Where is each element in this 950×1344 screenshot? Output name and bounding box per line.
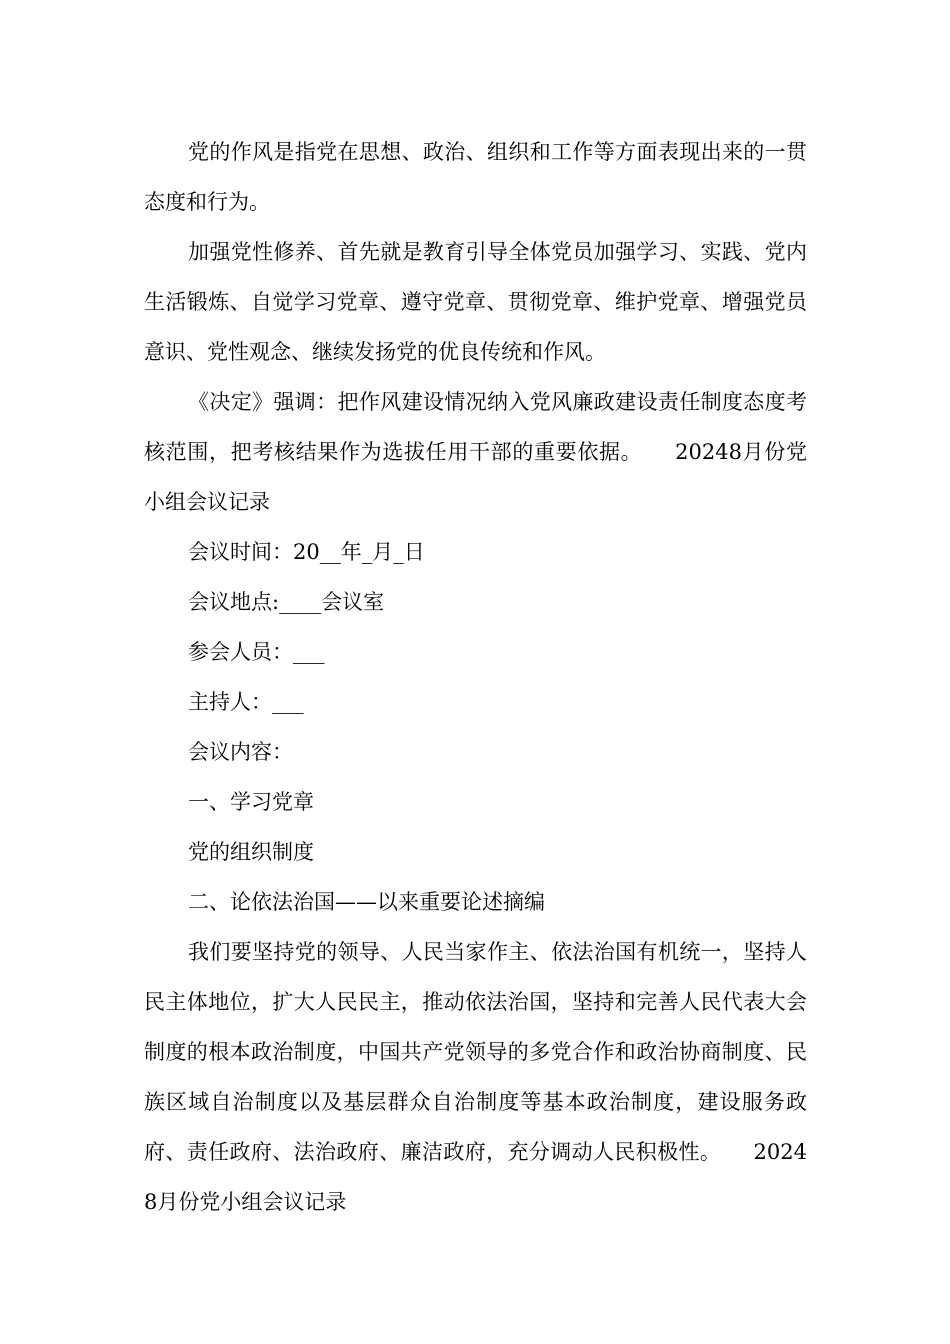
paragraph-rule-of-law: 我们要坚持党的领导、人民当家作主、依法治国有机统一，坚持人民主体地位，扩大人民民主，推动依法治国，坚持和完善人民代表大会制度的根本政治制度，中国共产党领导的多党合作和政治协商制度、民族区域自治制度以及基层群众自治制度等基本政治制度，建设服务政府、责任政府、法治政府、廉洁政府，充分调动人民积极性。 20248月份党小组会议记录: [144, 940, 807, 1214]
meeting-attendees: 参会人员：___: [188, 640, 325, 664]
meeting-location: 会议地点:____会议室: [188, 590, 385, 614]
section-two-heading: 二、论依法治国——以来重要论述摘编: [188, 890, 545, 914]
meeting-host: 主持人：___: [188, 690, 304, 714]
meeting-time: 会议时间：20__年_月_日: [188, 540, 425, 564]
section-one-heading: 一、学习党章: [188, 790, 314, 814]
document-body: [144, 127, 807, 1227]
paragraph-decision: 《决定》强调：把作风建设情况纳入党风廉政建设责任制度态度考核范围，把考核结果作为选拔任用干部的重要依据。 20248月份党小组会议记录: [144, 390, 807, 514]
section-one-topic: 党的组织制度: [188, 840, 314, 864]
paragraph-party-cultivation: 加强党性修养、首先就是教育引导全体党员加强学习、实践、党内生活锻炼、自觉学习党章、遵守党章、贯彻党章、维护党章、增强党员意识、党性观念、继续发扬党的优良传统和作风。: [144, 240, 807, 364]
meeting-content-label: 会议内容：: [188, 740, 293, 764]
paragraph-party-style: 党的作风是指党在思想、政治、组织和工作等方面表现出来的一贯态度和行为。: [144, 140, 807, 214]
